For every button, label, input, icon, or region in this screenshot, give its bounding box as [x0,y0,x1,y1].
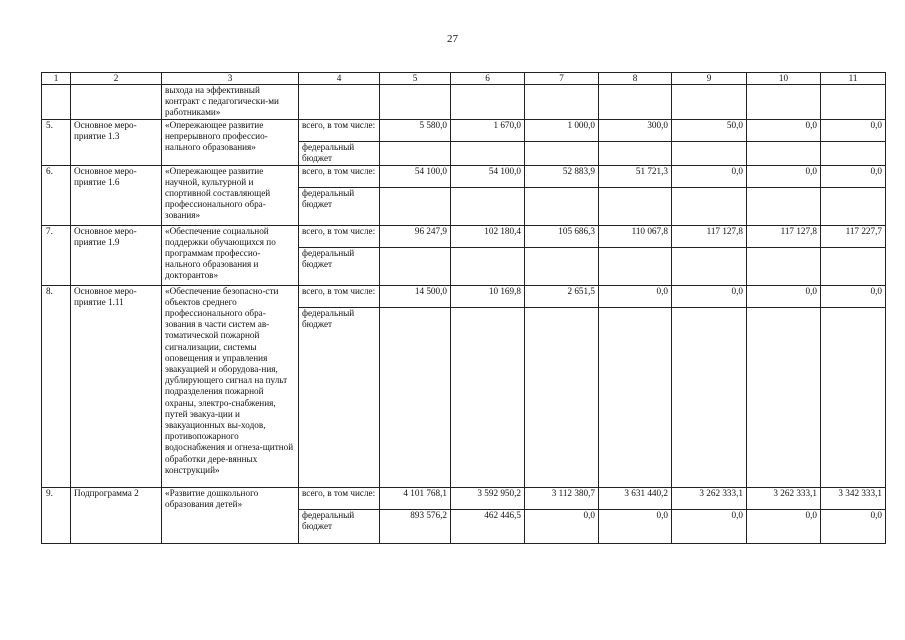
value-federal [380,141,451,165]
value-federal: 893 576,2 [380,509,451,543]
value-federal [599,187,672,225]
funding-source-federal: федеральный бюджет [299,307,380,487]
value-total: 1 000,0 [525,119,599,141]
column-header: 2 [71,73,162,85]
value-total: 300,0 [599,119,672,141]
value-total: 3 112 380,7 [525,487,599,509]
value-total: 5 580,0 [380,119,451,141]
column-header: 11 [821,73,886,85]
program-row [42,225,886,247]
value-total: 0,0 [821,165,886,187]
funding-source-federal: федеральный бюджет [299,509,380,543]
row-description: «Обеспечение безопасно-сти объектов среднего профессионального обра-зования в части систем ав-томатической пожарной сигнализации, системы оповещения и управления эвакуацией и оборудова-ния, дублирующего сигнал на пульт подразделения пожарной охраны, электро-снабжения, путей эвакуа-ции и эвакуационных вы-ходов, противопожарного водоснабжения и огнеза-щитной обработки дере-вянных конструкций» [162,285,299,487]
value-federal [747,307,821,487]
column-header: 1 [42,73,71,85]
continuation-description: выхода на эффективный контракт с педагогически-ми работниками» [162,85,299,120]
row-index: 9. [42,487,71,543]
row-description: «Развитие дошкольного образования детей» [162,487,299,543]
value-federal [451,247,525,285]
value-total: 102 180,4 [451,225,525,247]
funding-source-federal: федеральный бюджет [299,247,380,285]
value-total: 14 500,0 [380,285,451,307]
row-description: «Обеспечение социальной поддержки обучающихся по программам профессио-нального образования и докторантов» [162,225,299,285]
table-body [42,73,886,544]
value-total: 54 100,0 [380,165,451,187]
value-federal [747,247,821,285]
value-federal [599,247,672,285]
program-row [42,119,886,141]
row-name: Основное меро-приятие 1.3 [71,119,162,165]
row-description: «Опережающее развитие непрерывного профессио-нального образования» [162,119,299,165]
value-total: 3 342 333,1 [821,487,886,509]
funding-source-total: всего, в том числе: [299,165,380,187]
value-federal: 0,0 [747,509,821,543]
program-row [42,487,886,509]
value-federal: 0,0 [599,509,672,543]
row-name: Основное меро-приятие 1.11 [71,285,162,487]
value-total: 0,0 [747,285,821,307]
column-header: 8 [599,73,672,85]
value-total: 0,0 [747,165,821,187]
column-header: 10 [747,73,821,85]
value-total: 3 592 950,2 [451,487,525,509]
page-number: 27 [447,33,458,45]
row-index: 7. [42,225,71,285]
value-total: 3 262 333,1 [747,487,821,509]
value-federal [599,141,672,165]
value-federal [821,141,886,165]
row-index: 6. [42,165,71,225]
column-header: 5 [380,73,451,85]
value-total: 117 227,7 [821,225,886,247]
value-federal [451,307,525,487]
column-header-row [42,73,886,85]
value-total: 52 883,9 [525,165,599,187]
column-header: 9 [672,73,747,85]
value-federal [672,141,747,165]
value-total: 0,0 [821,285,886,307]
value-federal [380,307,451,487]
value-federal [380,247,451,285]
program-row [42,165,886,187]
value-total: 0,0 [821,119,886,141]
value-total: 50,0 [672,119,747,141]
budget-table [41,72,886,544]
value-total: 0,0 [672,285,747,307]
value-total: 96 247,9 [380,225,451,247]
value-federal [821,247,886,285]
value-total: 117 127,8 [672,225,747,247]
value-total: 51 721,3 [599,165,672,187]
funding-source-federal: федеральный бюджет [299,187,380,225]
row-description: «Опережающее развитие научной, культурной и спортивной составляющей профессионального обра-зования» [162,165,299,225]
value-total: 10 169,8 [451,285,525,307]
value-federal: 462 446,5 [451,509,525,543]
value-federal [672,187,747,225]
value-total: 1 670,0 [451,119,525,141]
value-total: 105 686,3 [525,225,599,247]
value-total: 3 262 333,1 [672,487,747,509]
value-total: 117 127,8 [747,225,821,247]
value-federal [599,307,672,487]
column-header: 3 [162,73,299,85]
value-total: 54 100,0 [451,165,525,187]
value-federal: 0,0 [672,509,747,543]
value-federal [672,307,747,487]
value-federal [525,247,599,285]
funding-source-federal: федеральный бюджет [299,141,380,165]
value-total: 0,0 [599,285,672,307]
column-header: 7 [525,73,599,85]
value-federal [380,187,451,225]
column-header: 6 [451,73,525,85]
value-federal [747,187,821,225]
value-total: 0,0 [672,165,747,187]
row-name: Основное меро-приятие 1.9 [71,225,162,285]
column-header: 4 [299,73,380,85]
value-federal [525,187,599,225]
program-row [42,285,886,307]
value-total: 3 631 440,2 [599,487,672,509]
row-name: Подпрограмма 2 [71,487,162,543]
value-federal: 0,0 [525,509,599,543]
value-federal [451,187,525,225]
value-total: 0,0 [747,119,821,141]
funding-source-total: всего, в том числе: [299,487,380,509]
value-total: 110 067,8 [599,225,672,247]
row-index: 5. [42,119,71,165]
continuation-row [42,85,886,120]
value-total: 2 651,5 [525,285,599,307]
value-federal: 0,0 [821,509,886,543]
value-total: 4 101 768,1 [380,487,451,509]
value-federal [821,307,886,487]
value-federal [747,141,821,165]
value-federal [525,141,599,165]
row-index: 8. [42,285,71,487]
value-federal [672,247,747,285]
funding-source-total: всего, в том числе: [299,225,380,247]
value-federal [451,141,525,165]
row-name: Основное меро-приятие 1.6 [71,165,162,225]
value-federal [525,307,599,487]
funding-source-total: всего, в том числе: [299,285,380,307]
funding-source-total: всего, в том числе: [299,119,380,141]
value-federal [821,187,886,225]
